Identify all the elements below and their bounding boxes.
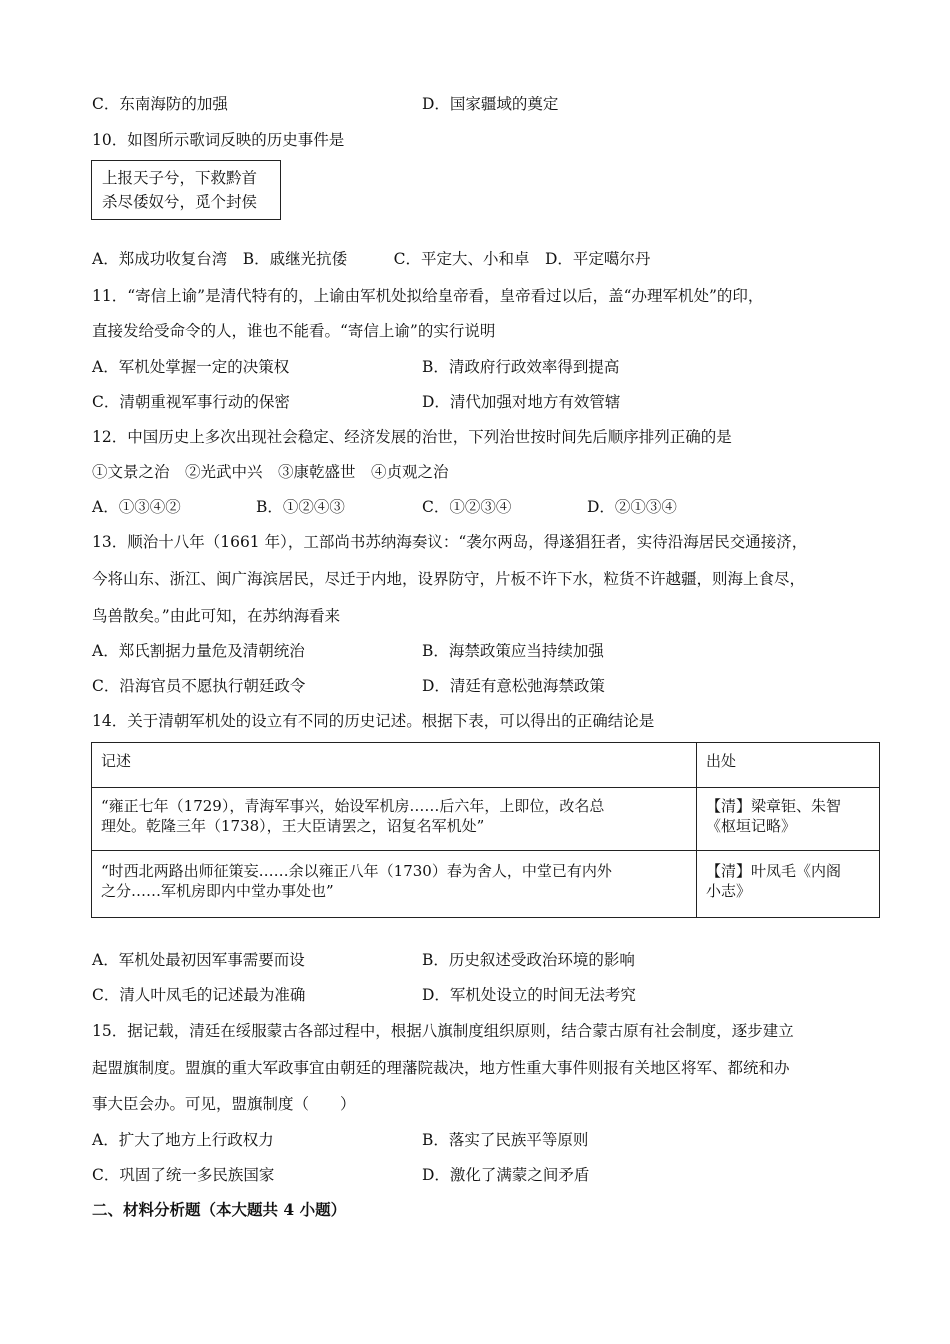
q9-option-d: D．国家疆域的奠定 [422, 95, 559, 113]
table-row [92, 851, 880, 918]
q12-stem: 12．中国历史上多次出现社会稳定、经济发展的治世，下列治世按时间先后顺序排列正确的是 [92, 428, 732, 446]
q14-stem: 14．关于清朝军机处的设立有不同的历史记述。根据下表，可以得出的正确结论是 [92, 712, 655, 730]
q14-option-b: B．历史叙述受政治环境的影响 [422, 951, 635, 969]
q14-option-a: A．军机处最初因军事需要而设 [92, 951, 305, 969]
q11-option-c: C．清朝重视军事行动的保密 [92, 393, 290, 411]
record-line: 理处。乾隆三年（1738），王大臣请罢之，诏复名军机处” [101, 817, 485, 835]
q13-stem-line-1: 13．顺治十八年（1661 年），工部尚书苏纳海奏议：“袭尔两岛，得遂猖狂者，实待沿海居民交通接济， [92, 533, 808, 551]
record-cell [92, 851, 697, 918]
record-line: 之分……军机房即内中堂办事处也” [101, 882, 334, 900]
q14-option-c: C．清人叶凤毛的记述最为准确 [92, 986, 306, 1004]
q13-stem-line-2: 今将山东、浙江、闽广海滨居民，尽迁于内地，设界防守，片板不许下水，粒货不许越疆，则海上食尽， [92, 570, 806, 588]
q11-option-b: B．清政府行政效率得到提高 [422, 358, 620, 376]
q13-stem-line-3: 鸟兽散矣。”由此可知，在苏纳海看来 [92, 607, 341, 625]
q14-option-d: D．军机处设立的时间无法考究 [422, 986, 636, 1004]
record-line: “雍正七年（1729），青海军事兴，始设军机房……后六年，上即位，改名总 [101, 797, 605, 815]
record-cell [92, 788, 697, 851]
poem-line: 杀尽倭奴兮，觅个封侯 [102, 193, 258, 211]
table-header-row [92, 743, 880, 788]
table-row [92, 788, 880, 851]
q10-poem-box [91, 160, 281, 220]
source-line: 小志》 [706, 882, 752, 900]
q13-option-b: B．海禁政策应当持续加强 [422, 642, 604, 660]
q15-stem-line-2: 起盟旗制度。盟旗的重大军政事宜由朝廷的理藩院裁决，地方性重大事件则报有关地区将军、都统和办 [92, 1059, 790, 1077]
q11-option-d: D．清代加强对地方有效管辖 [422, 393, 621, 411]
q15-option-c: C．巩固了统一多民族国家 [92, 1166, 275, 1184]
source-line: 《枢垣记略》 [706, 817, 797, 835]
q15-option-d: D．激化了满蒙之间矛盾 [422, 1166, 590, 1184]
q13-option-a: A．郑氏割据力量危及清朝统治 [92, 642, 305, 660]
q14-table [91, 742, 880, 918]
q15-option-b: B．落实了民族平等原则 [422, 1131, 589, 1149]
q13-option-c: C．沿海官员不愿执行朝廷政令 [92, 677, 306, 695]
record-line: “时西北两路出师征策妄……余以雍正八年（1730）春为舍人，中堂已有内外 [101, 862, 612, 880]
source-cell [697, 788, 880, 851]
q12-items: ①文景之治 ②光武中兴 ③康乾盛世 ④贞观之治 [92, 463, 449, 481]
q12-option-b: B．①②④③ [256, 498, 345, 516]
source-line: 【清】叶凤毛《内阁 [706, 862, 842, 880]
section-2-heading: 二、材料分析题（本大题共 4 小题） [92, 1200, 347, 1219]
poem-line: 上报天子兮，下救黔首 [102, 169, 258, 187]
q13-option-d: D．清廷有意松弛海禁政策 [422, 677, 605, 695]
q11-option-a: A．军机处掌握一定的决策权 [92, 358, 290, 376]
q10-options: A．郑成功收复台湾 B．戚继光抗倭 C．平定大、小和卓 D．平定噶尔丹 [92, 250, 651, 268]
q11-stem-line-1: 11．“寄信上谕”是清代特有的，上谕由军机处拟给皇帝看，皇帝看过以后，盖“办理军机处”的印， [92, 287, 764, 305]
source-line: 【清】梁章钜、朱智 [706, 797, 842, 815]
q12-option-c: C．①②③④ [422, 498, 512, 516]
q10-stem: 10．如图所示歌词反映的历史事件是 [92, 131, 345, 149]
q15-stem-line-3: 事大臣会办。可见，盟旗制度（ ） [92, 1095, 356, 1113]
q12-option-a: A．①③④② [92, 498, 181, 516]
header-source: 出处 [697, 743, 880, 788]
header-record: 记述 [92, 743, 697, 788]
q15-stem-line-1: 15．据记载，清廷在绥服蒙古各部过程中，根据八旗制度组织原则，结合蒙古原有社会制度，逐步建立 [92, 1022, 794, 1040]
source-cell [697, 851, 880, 918]
q9-option-c: C．东南海防的加强 [92, 95, 228, 113]
q11-stem-line-2: 直接发给受命令的人，谁也不能看。“寄信上谕”的实行说明 [92, 322, 496, 340]
q15-option-a: A．扩大了地方上行政权力 [92, 1131, 274, 1149]
q12-option-d: D．②①③④ [587, 498, 677, 516]
